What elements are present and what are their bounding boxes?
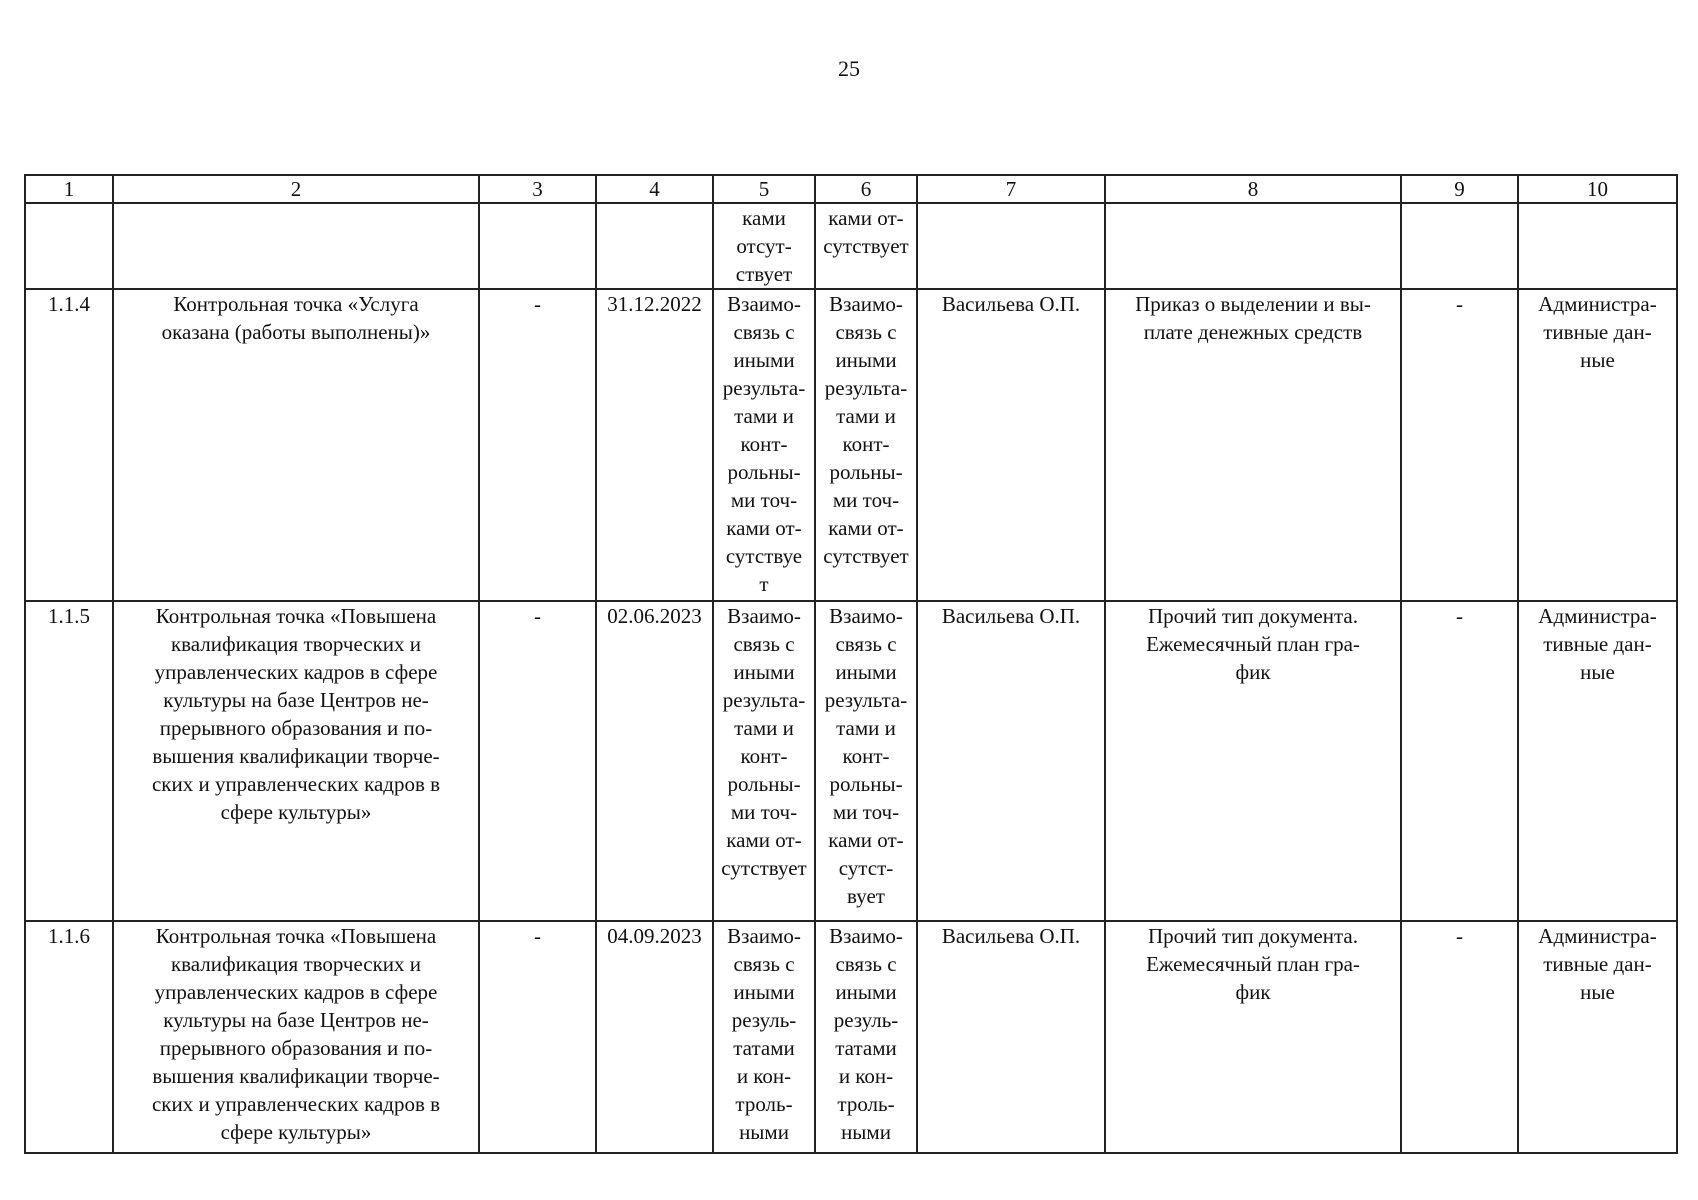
source-line: Администра- (1538, 924, 1657, 948)
col6-line: иными (835, 660, 897, 684)
col5-line: конт- (740, 744, 788, 768)
source-line: тивные дан- (1543, 632, 1652, 656)
col5-line: иными (733, 980, 795, 1004)
col5-line: Взаимо- (727, 604, 801, 628)
row-col3: - (479, 601, 596, 921)
header-cell-1: 1 (25, 175, 113, 203)
row-name-line: Контрольная точка «Повышена (155, 924, 437, 948)
cont-cell-7 (917, 203, 1105, 289)
header-cell-2: 2 (113, 175, 479, 203)
col5-line: тами и (734, 404, 794, 428)
header-cell-9: 9 (1401, 175, 1518, 203)
col5-line: ными (739, 1120, 789, 1144)
row-number: 1.1.4 (25, 289, 113, 601)
row-date: 31.12.2022 (596, 289, 713, 601)
col6-line: Взаимо- (829, 604, 903, 628)
col5-line: ми точ- (730, 488, 798, 512)
row-col3: - (479, 289, 596, 601)
row-document (1105, 601, 1401, 921)
row-name-line: управленческих кадров в сфере (154, 980, 438, 1004)
continuation-row (25, 203, 1677, 289)
source-line: тивные дан- (1543, 952, 1652, 976)
document-line: плате денежных средств (1143, 320, 1363, 344)
col5-line: иными (733, 348, 795, 372)
col5-line: ками от- (726, 516, 802, 540)
row-name-line: оказана (работы выполнены)» (161, 320, 431, 344)
col5-line: связь с (733, 632, 795, 656)
row-name-line: ских и управленческих кадров в (151, 772, 441, 796)
col5-line: рольны- (727, 772, 801, 796)
row-date: 02.06.2023 (596, 601, 713, 921)
col6-line: тами и (836, 716, 896, 740)
col5-line: резуль- (731, 1008, 797, 1032)
col5-line: результа- (722, 688, 806, 712)
row-name-line: ских и управленческих кадров в (151, 1092, 441, 1116)
col6-line: иными (835, 348, 897, 372)
col5-line: Взаимо- (727, 292, 801, 316)
row-col6 (815, 289, 917, 601)
cont-cell-6 (815, 203, 917, 289)
document-line: Ежемесячный план гра- (1146, 632, 1360, 656)
cont-cell-1 (25, 203, 113, 289)
row-number: 1.1.6 (25, 921, 113, 1153)
row-name (113, 601, 479, 921)
col5-line: связь с (733, 320, 795, 344)
col5-line: ками от- (726, 828, 802, 852)
header-cell-10: 10 (1518, 175, 1677, 203)
col5-line: конт- (740, 432, 788, 456)
document-line: Прочий тип документа. (1148, 924, 1358, 948)
row-responsible: Васильева О.П. (917, 601, 1105, 921)
cont-col5-line: ствует (735, 262, 793, 286)
row-name-line: культуры на базе Центров не- (163, 688, 429, 712)
cont-cell-4 (596, 203, 713, 289)
header-cell-6: 6 (815, 175, 917, 203)
row-name-line: квалификация творческих и (170, 632, 422, 656)
col6-line: связь с (835, 632, 897, 656)
page-number: 25 (838, 56, 860, 81)
table-row (25, 921, 1677, 1153)
row-name (113, 289, 479, 601)
row-col9: - (1401, 921, 1518, 1153)
row-col5 (713, 601, 815, 921)
row-name-line: вышения квалификации творче- (152, 744, 440, 768)
source-line: Администра- (1538, 292, 1657, 316)
col5-line: татами (733, 1036, 795, 1060)
col5-line: т (759, 572, 769, 596)
cont-col5-line: отсут- (736, 234, 792, 258)
col6-line: ми точ- (832, 800, 900, 824)
source-line: ные (1580, 348, 1615, 372)
col5-line: результа- (722, 376, 806, 400)
cont-col6-line: сутствует (823, 234, 909, 258)
document-line: Ежемесячный план гра- (1146, 952, 1360, 976)
col6-line: связь с (835, 952, 897, 976)
col6-line: результа- (824, 376, 908, 400)
cont-col5-line: ками (742, 206, 786, 230)
col6-line: татами (835, 1036, 897, 1060)
cont-cell-9 (1401, 203, 1518, 289)
document-line: Прочий тип документа. (1148, 604, 1358, 628)
col6-line: сутствует (823, 544, 909, 568)
col6-line: связь с (835, 320, 897, 344)
col5-line: тами и (734, 716, 794, 740)
table-row (25, 601, 1677, 921)
row-document (1105, 921, 1401, 1153)
row-name-line: управленческих кадров в сфере (154, 660, 438, 684)
row-date: 04.09.2023 (596, 921, 713, 1153)
row-col9: - (1401, 289, 1518, 601)
row-source (1518, 921, 1677, 1153)
col6-line: рольны- (829, 772, 903, 796)
header-cell-8: 8 (1105, 175, 1401, 203)
document-line: фик (1235, 660, 1271, 684)
source-line: Администра- (1538, 604, 1657, 628)
col5-line: рольны- (727, 460, 801, 484)
col6-line: конт- (842, 432, 890, 456)
table-row (25, 289, 1677, 601)
source-line: ные (1580, 660, 1615, 684)
col5-line: связь с (733, 952, 795, 976)
col6-line: сутст- (838, 856, 894, 880)
col6-line: ными (841, 1120, 891, 1144)
col5-line: троль- (735, 1092, 793, 1116)
col6-line: Взаимо- (829, 292, 903, 316)
row-name-line: сфере культуры» (220, 800, 372, 824)
col5-line: и кон- (736, 1064, 792, 1088)
row-document (1105, 289, 1401, 601)
header-cell-3: 3 (479, 175, 596, 203)
row-name (113, 921, 479, 1153)
col6-line: резуль- (833, 1008, 899, 1032)
row-name-line: вышения квалификации творче- (152, 1064, 440, 1088)
row-col6 (815, 921, 917, 1153)
row-name-line: прерывного образования и по- (159, 716, 433, 740)
document-line: Приказ о выделении и вы- (1135, 292, 1371, 316)
header-cell-7: 7 (917, 175, 1105, 203)
row-name-line: сфере культуры» (220, 1120, 372, 1144)
col5-line: сутствует (721, 856, 807, 880)
row-source (1518, 289, 1677, 601)
col6-line: иными (835, 980, 897, 1004)
cont-cell-2 (113, 203, 479, 289)
col5-line: Взаимо- (727, 924, 801, 948)
row-name-line: Контрольная точка «Повышена (155, 604, 437, 628)
col6-line: Взаимо- (829, 924, 903, 948)
col5-line: иными (733, 660, 795, 684)
header-cell-4: 4 (596, 175, 713, 203)
col6-line: вует (847, 884, 885, 908)
cont-cell-5 (713, 203, 815, 289)
cont-col6-line: ками от- (828, 206, 904, 230)
col6-line: тами и (836, 404, 896, 428)
col6-line: и кон- (838, 1064, 894, 1088)
row-responsible: Васильева О.П. (917, 921, 1105, 1153)
row-col9: - (1401, 601, 1518, 921)
control-points-table (24, 174, 1678, 1154)
col6-line: конт- (842, 744, 890, 768)
source-line: тивные дан- (1543, 320, 1652, 344)
row-source (1518, 601, 1677, 921)
header-row (25, 175, 1677, 203)
row-responsible: Васильева О.П. (917, 289, 1105, 601)
row-col5 (713, 921, 815, 1153)
row-name-line: прерывного образования и по- (159, 1036, 433, 1060)
row-name-line: культуры на базе Центров не- (163, 1008, 429, 1032)
row-number: 1.1.5 (25, 601, 113, 921)
col6-line: рольны- (829, 460, 903, 484)
col6-line: троль- (837, 1092, 895, 1116)
col6-line: результа- (824, 688, 908, 712)
row-col5 (713, 289, 815, 601)
cont-cell-10 (1518, 203, 1677, 289)
row-col3: - (479, 921, 596, 1153)
row-name-line: квалификация творческих и (170, 952, 422, 976)
cont-cell-3 (479, 203, 596, 289)
row-name-line: Контрольная точка «Услуга (173, 292, 419, 316)
cont-cell-8 (1105, 203, 1401, 289)
header-cell-5: 5 (713, 175, 815, 203)
col5-line: сутствуе (725, 544, 803, 568)
col6-line: ми точ- (832, 488, 900, 512)
source-line: ные (1580, 980, 1615, 1004)
col6-line: ками от- (828, 828, 904, 852)
row-col6 (815, 601, 917, 921)
document-line: фик (1235, 980, 1271, 1004)
col6-line: ками от- (828, 516, 904, 540)
col5-line: ми точ- (730, 800, 798, 824)
